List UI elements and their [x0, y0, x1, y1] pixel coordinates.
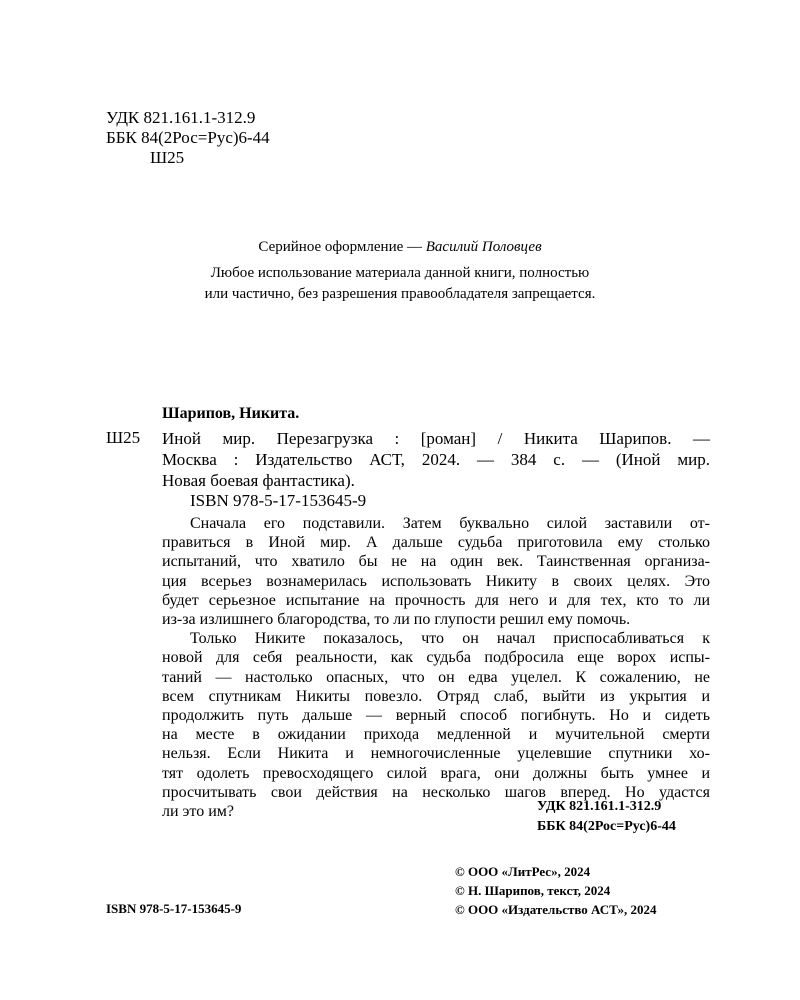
- annotation-line: продолжить путь дальше — верный способ погибнуть. Но и сидеть: [162, 707, 710, 725]
- udk-code: УДК 821.161.1-312.9: [106, 108, 256, 127]
- annotation-line: просчитывать свои действия на несколько шагов вперед. Но удастся: [162, 783, 710, 801]
- series-design-credit: [0, 239, 800, 256]
- copyright-line: © Н. Шарипов, текст, 2024: [455, 883, 611, 898]
- bbk-code: ББК 84(2Рос=Рус)6-44: [106, 128, 270, 147]
- annotation-line: на месте в ожидании прихода медленной и мучительной смерти: [162, 726, 710, 744]
- series-design-label: Серийное оформление —: [258, 239, 426, 255]
- biblio-line: Москва : Издательство АСТ, 2024. — 384 с. — (Иной мир.: [162, 450, 710, 469]
- series-designer-name: Василий Половцев: [425, 239, 542, 255]
- rights-notice: [0, 263, 800, 305]
- rights-notice-line-2: или частично, без разрешения правообладателя запрещается.: [204, 286, 596, 302]
- classification-codes-bottom: [537, 797, 676, 837]
- copyright-notices: [455, 862, 657, 919]
- classification-codes-top: [106, 108, 270, 168]
- annotation-line: всем спутникам Никиты повезло. Отряд слаб, выйти из укрытия и: [162, 687, 710, 705]
- annotation-line: тят одолеть превосходящего силой врага, они должны быть умнее и: [162, 764, 710, 782]
- book-annotation: [162, 514, 710, 821]
- bibliographic-description: [162, 428, 710, 491]
- bbk-code-bottom: ББК 84(2Рос=Рус)6-44: [537, 819, 676, 834]
- catalog-isbn: ISBN 978-5-17-153645-9: [190, 491, 367, 510]
- annotation-line: нельзя. Если Никита и немногочисленные уцелевшие спутники хо-: [162, 745, 710, 763]
- biblio-line: Новая боевая фантастика).: [162, 471, 355, 490]
- annotation-line: из-за излишнего благородства, то ли по глупости решил ему помочь.: [162, 611, 631, 629]
- rights-notice-line-1: Любое использование материала данной книги, полностью: [210, 265, 590, 281]
- annotation-line: Сначала его подставили. Затем буквально силой заставили от-: [190, 515, 710, 532]
- annotation-line: правиться в Иной мир. А дальше судьба приготовила ему столько: [162, 534, 710, 552]
- catalog-author: Шарипов, Никита.: [162, 405, 300, 422]
- copyright-line: © ООО «ЛитРес», 2024: [455, 864, 591, 879]
- biblio-line: Иной мир. Перезагрузка : [роман] / Никита Шарипов. —: [162, 429, 710, 448]
- annotation-line: ли это им?: [162, 803, 234, 821]
- annotation-line: таний — настолько опасных, что он едва уцелел. К сожалению, не: [162, 668, 710, 686]
- copyright-line: © ООО «Издательство АСТ», 2024: [455, 902, 657, 917]
- isbn-bottom: ISBN 978-5-17-153645-9: [106, 901, 242, 916]
- annotation-line: испытаний, что хватило бы не на один век. Таинственная организа-: [162, 553, 710, 571]
- annotation-line: будет серьезное испытание на прочность для него и для тех, кто то ли: [162, 591, 710, 609]
- annotation-line: Только Никите показалось, что он начал приспосабливаться к: [190, 630, 710, 648]
- catalog-author-mark: Ш25: [106, 428, 141, 447]
- annotation-line: новой для себя реальности, как судьба подбросила еще ворох испы-: [162, 649, 710, 667]
- udk-code-bottom: УДК 821.161.1-312.9: [537, 799, 662, 814]
- annotation-line: ция всерьез вознамерилась использовать Никиту в своих целях. Это: [162, 572, 710, 590]
- author-mark: Ш25: [150, 148, 185, 167]
